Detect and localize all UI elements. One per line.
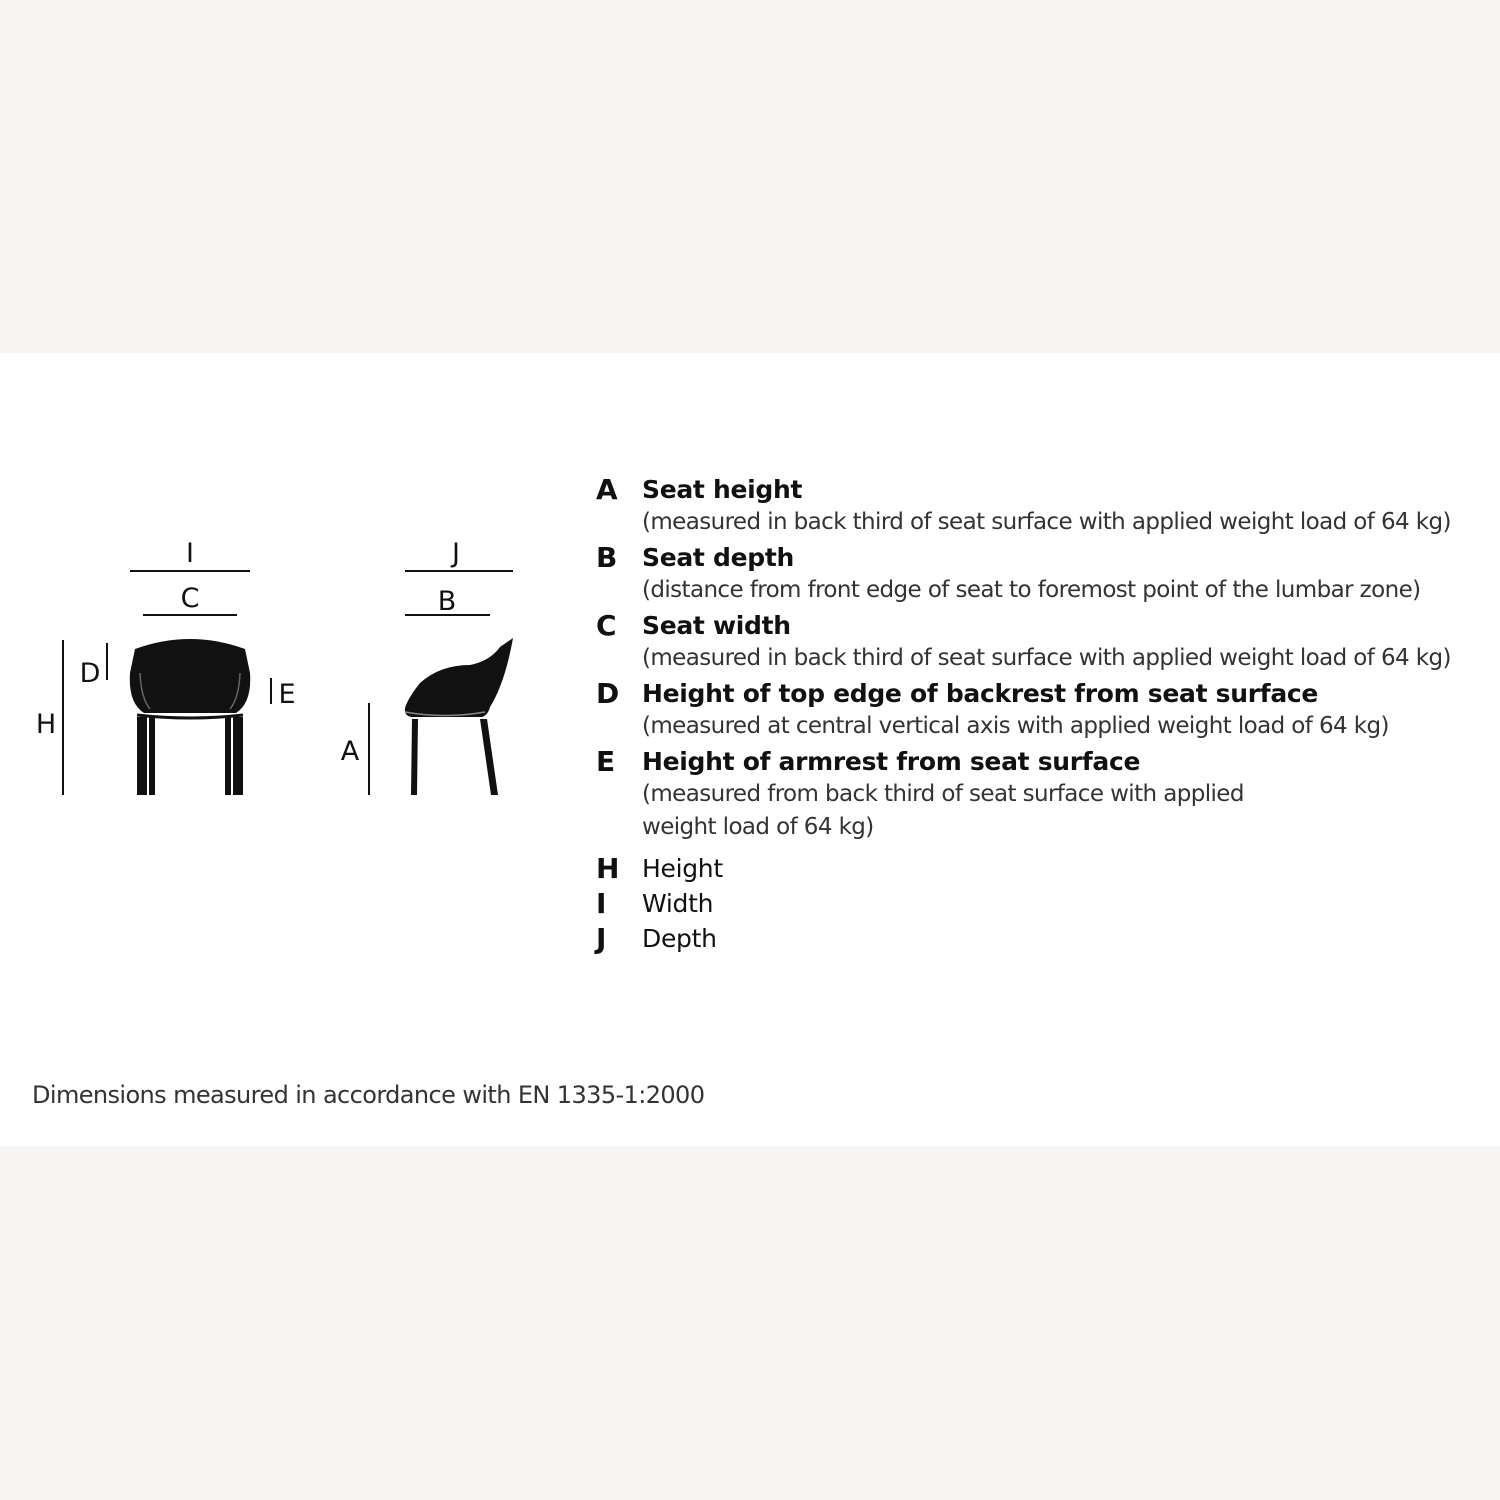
legend-note-b: (distance from front edge of seat to foremost point of the lumbar zone) — [642, 577, 1421, 603]
front-view-chair-shell — [130, 639, 250, 713]
dimension-label-b: B — [437, 586, 457, 617]
legend-note-e-line-2: weight load of 64 kg) — [642, 814, 874, 840]
front-view-leg-right-front — [225, 717, 231, 795]
dimensions-panel — [0, 353, 1500, 1146]
legend-label-a: Seat height — [642, 475, 803, 504]
legend-key-j: J — [596, 922, 607, 955]
side-view-back-leg — [480, 719, 498, 795]
side-view — [341, 538, 513, 795]
legend-entry-h — [592, 852, 1492, 885]
top-margin — [0, 0, 1500, 353]
legend-note-a: (measured in back third of seat surface with applied weight load of 64 kg) — [642, 509, 1451, 535]
legend-label-b: Seat depth — [642, 543, 794, 572]
legend-key-c: C — [596, 609, 617, 642]
legend-entry-j — [592, 922, 1492, 955]
legend-entry-b — [592, 541, 1492, 607]
legend-label-j: Depth — [642, 924, 717, 953]
legend-entry-i — [592, 887, 1492, 920]
legend-label-c: Seat width — [642, 611, 791, 640]
bottom-margin — [0, 1146, 1500, 1500]
dimension-legend — [592, 473, 1492, 955]
dimension-label-a: A — [340, 736, 360, 767]
dimension-label-j: J — [452, 538, 460, 569]
front-view-leg-left-front — [149, 717, 155, 795]
chair-dimension-diagram — [0, 353, 560, 873]
dimension-label-d: D — [79, 658, 101, 689]
legend-entry-c — [592, 609, 1492, 675]
legend-key-d: D — [596, 677, 620, 710]
legend-key-h: H — [596, 852, 620, 885]
front-view-leg-right-back — [233, 717, 243, 795]
dimension-label-i: I — [186, 538, 194, 569]
legend-note-e-line-1: (measured from back third of seat surface with applied — [642, 781, 1244, 807]
legend-note-d: (measured at central vertical axis with applied weight load of 64 kg) — [642, 713, 1389, 739]
standards-footnote: Dimensions measured in accordance with EN 1335-1:2000 — [32, 1081, 705, 1109]
dimension-label-c: C — [180, 583, 200, 614]
dimension-label-e: E — [278, 679, 296, 710]
legend-label-d: Height of top edge of backrest from seat surface — [642, 679, 1319, 708]
legend-key-b: B — [596, 541, 618, 574]
side-view-front-leg — [411, 719, 418, 795]
legend-label-i: Width — [642, 889, 714, 918]
legend-entry-a — [592, 473, 1492, 539]
legend-entry-d — [592, 677, 1492, 743]
legend-note-c: (measured in back third of seat surface with applied weight load of 64 kg) — [642, 645, 1451, 671]
dimension-label-h: H — [35, 709, 57, 740]
side-view-chair-shell — [405, 638, 513, 717]
legend-entry-e — [592, 745, 1492, 844]
front-view-leg-left-back — [137, 717, 147, 795]
legend-label-e: Height of armrest from seat surface — [642, 747, 1141, 776]
front-view — [36, 538, 296, 795]
legend-label-h: Height — [642, 854, 723, 883]
legend-key-a: A — [596, 473, 618, 506]
legend-key-e: E — [596, 745, 616, 778]
legend-key-i: I — [596, 887, 607, 920]
